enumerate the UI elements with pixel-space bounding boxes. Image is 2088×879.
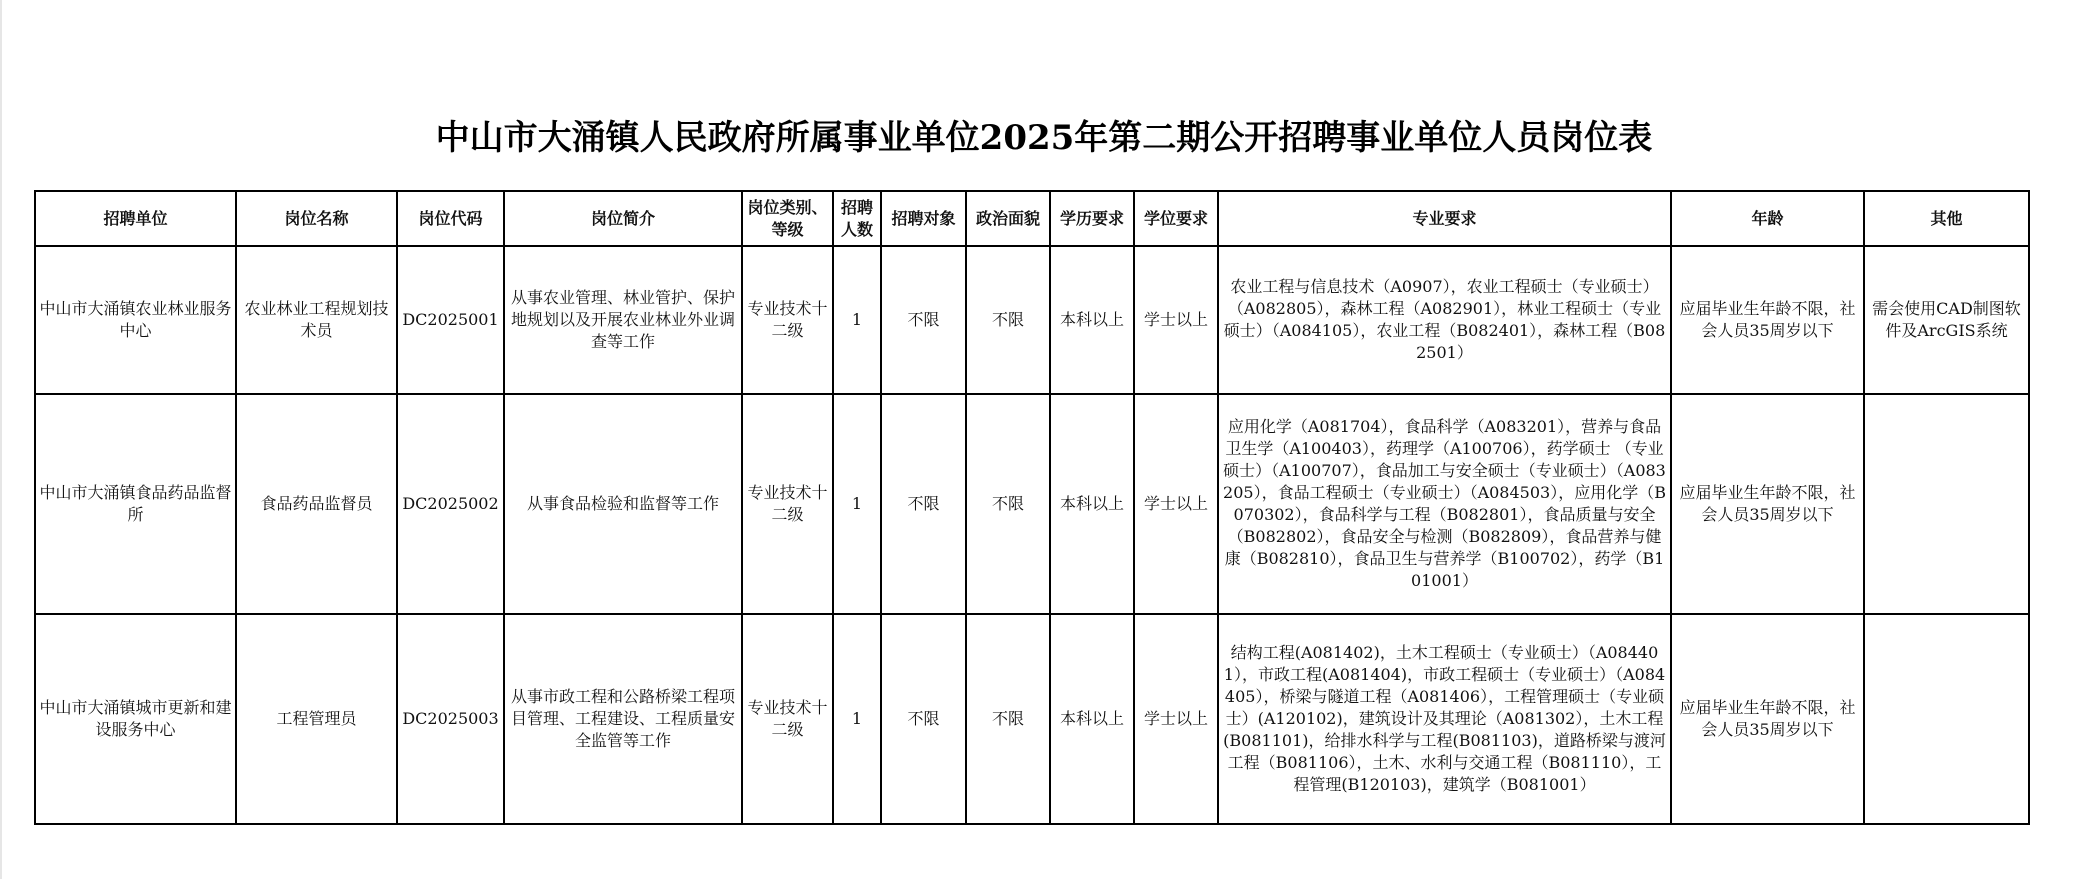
header-other: 其他 <box>1864 191 2029 246</box>
table-header-row <box>35 191 2029 246</box>
cell-political: 不限 <box>966 246 1050 394</box>
cell-target: 不限 <box>881 246 966 394</box>
cell-description: 从事农业管理、林业管护、保护地规划以及开展农业林业外业调查等工作 <box>504 246 742 394</box>
header-description: 岗位简介 <box>504 191 742 246</box>
header-unit: 招聘单位 <box>35 191 236 246</box>
cell-position-name: 农业林业工程规划技术员 <box>236 246 397 394</box>
cell-education: 本科以上 <box>1050 246 1134 394</box>
table-row <box>35 614 2029 824</box>
table-row <box>35 394 2029 614</box>
cell-position-name: 工程管理员 <box>236 614 397 824</box>
header-position-code: 岗位代码 <box>397 191 504 246</box>
cell-major: 结构工程(A081402)，土木工程硕士（专业硕士）（A084401），市政工程(A081404)，市政工程硕士（专业硕士）（A084405），桥梁与隧道工程（A081406），工程管理硕士（专业硕士）(A120102)，建筑设计及其理论（A081302），土木工程(B081101)，给排水科学与工程(B081103)，道路桥梁与渡河工程（B081106），土木、水利与交通工程（B081110），工程管理(B120103)，建筑学（B081001） <box>1218 614 1671 824</box>
header-category: 岗位类别、等级 <box>742 191 833 246</box>
cell-target: 不限 <box>881 394 966 614</box>
cell-count: 1 <box>833 614 881 824</box>
header-position-name: 岗位名称 <box>236 191 397 246</box>
cell-age: 应届毕业生年龄不限，社会人员35周岁以下 <box>1671 614 1864 824</box>
header-target: 招聘对象 <box>881 191 966 246</box>
cell-position-code: DC2025002 <box>397 394 504 614</box>
cell-education: 本科以上 <box>1050 394 1134 614</box>
cell-category: 专业技术十二级 <box>742 394 833 614</box>
document-title: 中山市大涌镇人民政府所属事业单位2025年第二期公开招聘事业单位人员岗位表 <box>435 118 1653 158</box>
cell-major: 农业工程与信息技术（A0907），农业工程硕士（专业硕士）（A082805），森林工程（A082901），林业工程硕士（专业硕士）（A084105），农业工程（B082401），森林工程（B082501） <box>1218 246 1671 394</box>
cell-category: 专业技术十二级 <box>742 614 833 824</box>
cell-position-code: DC2025001 <box>397 246 504 394</box>
cell-description: 从事市政工程和公路桥梁工程项目管理、工程建设、工程质量安全监管等工作 <box>504 614 742 824</box>
cell-degree: 学士以上 <box>1134 246 1218 394</box>
cell-education: 本科以上 <box>1050 614 1134 824</box>
cell-other: 需会使用CAD制图软件及ArcGIS系统 <box>1864 246 2029 394</box>
cell-unit: 中山市大涌镇食品药品监督所 <box>35 394 236 614</box>
header-political: 政治面貌 <box>966 191 1050 246</box>
cell-political: 不限 <box>966 394 1050 614</box>
cell-unit: 中山市大涌镇城市更新和建设服务中心 <box>35 614 236 824</box>
cell-age: 应届毕业生年龄不限，社会人员35周岁以下 <box>1671 246 1864 394</box>
cell-other <box>1864 394 2029 614</box>
cell-degree: 学士以上 <box>1134 394 1218 614</box>
cell-major: 应用化学（A081704），食品科学（A083201），营养与食品卫生学（A100403），药理学（A100706），药学硕士 （专业硕士）（A100707），食品加工与安全硕士（专业硕士）（A083205），食品工程硕士（专业硕士）（A084503），应用化学（B070302），食品科学与工程（B082801），食品质量与安全（B082802），食品安全与检测（B082809），食品营养与健康（B082810），食品卫生与营养学（B100702），药学（B101001） <box>1218 394 1671 614</box>
cell-political: 不限 <box>966 614 1050 824</box>
header-major: 专业要求 <box>1218 191 1671 246</box>
header-age: 年龄 <box>1671 191 1864 246</box>
header-count: 招聘人数 <box>833 191 881 246</box>
cell-category: 专业技术十二级 <box>742 246 833 394</box>
cell-position-code: DC2025003 <box>397 614 504 824</box>
cell-age: 应届毕业生年龄不限，社会人员35周岁以下 <box>1671 394 1864 614</box>
cell-description: 从事食品检验和监督等工作 <box>504 394 742 614</box>
cell-target: 不限 <box>881 614 966 824</box>
cell-degree: 学士以上 <box>1134 614 1218 824</box>
cell-unit: 中山市大涌镇农业林业服务中心 <box>35 246 236 394</box>
cell-count: 1 <box>833 246 881 394</box>
cell-count: 1 <box>833 394 881 614</box>
header-degree: 学位要求 <box>1134 191 1218 246</box>
header-education: 学历要求 <box>1050 191 1134 246</box>
cell-position-name: 食品药品监督员 <box>236 394 397 614</box>
table-row <box>35 246 2029 394</box>
recruitment-position-table <box>34 190 2030 825</box>
cell-other <box>1864 614 2029 824</box>
